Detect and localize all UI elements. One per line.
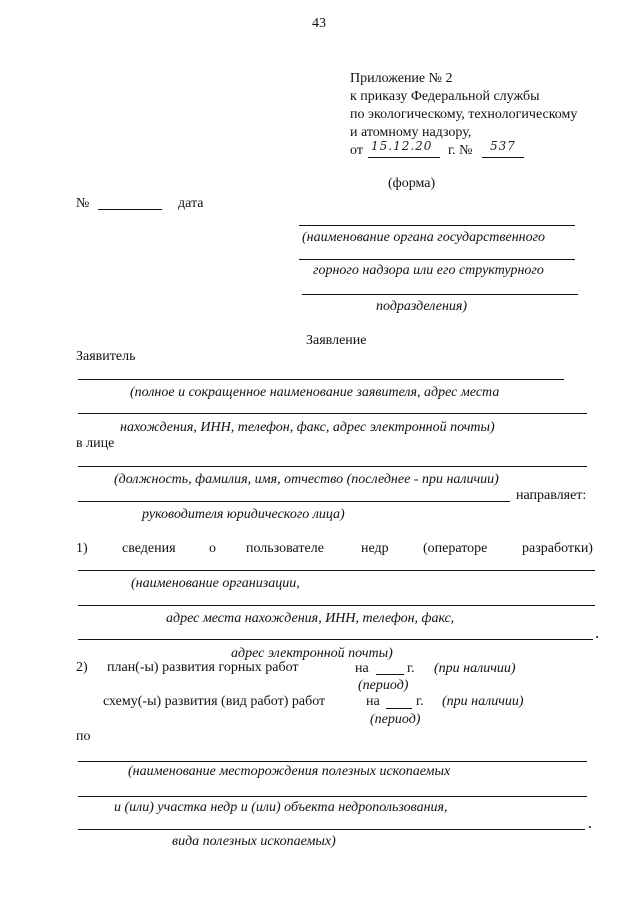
authority-line-1[interactable] [299, 225, 575, 226]
line-end-period-2 [589, 826, 591, 828]
deposit-line-1[interactable] [78, 761, 587, 762]
organization-caption-1: (наименование организации, [131, 576, 300, 591]
deposit-line-2[interactable] [78, 796, 587, 797]
deposit-caption-2: и (или) участка недр и (или) объекта недропользования, [114, 800, 448, 815]
plan-year-label: г. [407, 661, 415, 676]
plan-on-label: на [355, 661, 369, 676]
deposit-caption-3: вида полезных ископаемых) [172, 834, 336, 849]
scheme-year-label: г. [416, 694, 424, 709]
number-field-line[interactable] [98, 209, 162, 210]
deposit-caption-1: (наименование месторождения полезных ископаемых [128, 764, 451, 779]
authority-caption-2: горного надзора или его структурного [313, 263, 544, 278]
line-end-period [596, 636, 598, 638]
authority-line-2[interactable] [299, 259, 575, 260]
applicant-line-2[interactable] [78, 413, 587, 414]
applicant-caption-2: нахождения, ИНН, телефон, факс, адрес электронной почты) [120, 420, 495, 435]
date-label: дата [178, 196, 204, 211]
order-number-underline [482, 157, 524, 158]
plan-if-any: (при наличии) [434, 661, 516, 676]
applicant-line-3[interactable] [78, 466, 587, 467]
item-1-word-5: (операторе [423, 541, 488, 556]
appendix-line-3: по экологическому, технологическому [350, 107, 578, 122]
organization-line-3[interactable] [78, 639, 593, 640]
organization-line-2[interactable] [78, 605, 595, 606]
item-1-word-3: пользователе [246, 541, 324, 556]
order-date-underline [368, 157, 440, 158]
page-number: 43 [312, 16, 326, 31]
appendix-line-4: и атомному надзору, [350, 125, 472, 140]
item-1-word-1: сведения [122, 541, 176, 556]
authority-caption-3: подразделения) [376, 299, 468, 314]
organization-line-1[interactable] [78, 570, 595, 571]
appendix-line-2: к приказу Федеральной службы [350, 89, 540, 104]
item-1-word-6: разработки) [522, 541, 593, 556]
applicant-line-1[interactable] [78, 379, 564, 380]
scheme-if-any: (при наличии) [442, 694, 524, 709]
item-1-word-4: недр [361, 541, 389, 556]
order-number-label: г. № [448, 143, 473, 158]
document-title: Заявление [306, 333, 367, 348]
authority-line-3[interactable] [302, 294, 578, 295]
sends-label: направляет: [516, 488, 587, 503]
form-label: (форма) [388, 176, 436, 191]
by-label: по [76, 729, 91, 744]
applicant-caption-3: (должность, фамилия, имя, отчество (последнее - при наличии) [114, 472, 499, 487]
order-number-handwritten: 537 [490, 139, 516, 153]
applicant-caption-4: руководителя юридического лица) [142, 507, 345, 522]
scheme-on-label: на [366, 694, 380, 709]
authority-caption-1: (наименование органа государственного [302, 230, 546, 245]
scheme-period-caption: (период) [370, 712, 421, 727]
appendix-title: Приложение № 2 [350, 71, 453, 86]
item-1-number: 1) [76, 541, 88, 556]
scheme-period-line[interactable] [386, 708, 412, 709]
item-1-word-2: о [209, 541, 216, 556]
applicant-caption-1: (полное и сокращенное наименование заявителя, адрес места [130, 385, 500, 400]
organization-caption-2: адрес места нахождения, ИНН, телефон, факс, [166, 611, 455, 626]
in-person-label: в лице [76, 436, 115, 451]
order-date-prefix: от [350, 143, 363, 158]
deposit-line-3[interactable] [78, 829, 585, 830]
plan-text: план(-ы) развития горных работ [107, 660, 299, 675]
item-2-number: 2) [76, 660, 88, 675]
scheme-text: схему(-ы) развития (вид работ) работ [103, 694, 326, 709]
order-date-handwritten: 15.12.20 [371, 139, 433, 153]
plan-period-line[interactable] [376, 674, 404, 675]
number-label: № [76, 196, 90, 211]
plan-period-caption: (период) [358, 678, 409, 693]
organization-caption-3: адрес электронной почты) [231, 646, 393, 661]
applicant-line-4[interactable] [78, 501, 510, 502]
applicant-label: Заявитель [76, 349, 136, 364]
